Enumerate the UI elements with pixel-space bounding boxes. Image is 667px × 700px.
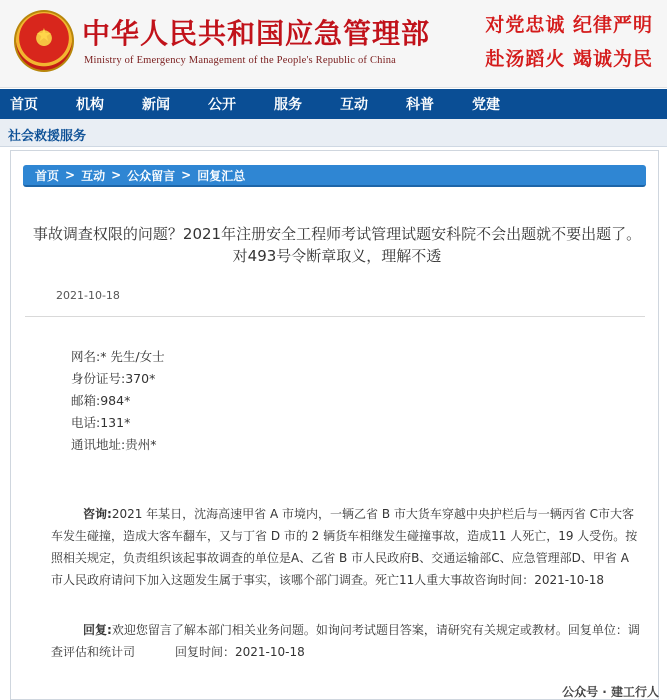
sub-nav-bar — [0, 119, 667, 147]
breadcrumb-separator: > — [181, 168, 192, 182]
site-title[interactable]: 中华人民共和国应急管理部 — [82, 17, 431, 50]
watermark: 公众号 · 建工行人 — [562, 685, 659, 699]
nav-item-public[interactable]: 公开 — [208, 97, 236, 113]
reply-label: 回复: — [83, 623, 112, 637]
slogan-line-1: 对党忠诚 纪律严明 — [485, 14, 653, 36]
field-phone: 电话:131* — [71, 415, 131, 430]
national-emblem-icon — [14, 10, 74, 72]
sub-nav-rescue-service[interactable]: 社会救援服务 — [8, 129, 87, 144]
site-header — [0, 0, 667, 88]
nav-item-home[interactable]: 首页 — [10, 97, 38, 113]
nav-item-interaction[interactable]: 互动 — [340, 97, 368, 113]
breadcrumb-reply-summary[interactable]: 回复汇总 — [197, 168, 246, 183]
breadcrumb-home[interactable]: 首页 — [35, 168, 60, 183]
nav-item-science[interactable]: 科普 — [406, 97, 434, 113]
consult-text: 2021 年某日，沈海高速甲省 A 市境内，一辆乙省 B 市大货车穿越中央护栏后与一辆丙省 C市大客车发生碰撞，造成大客车翻车，又与丁省 D 市的 2 辆货车相继发生碰撞事故，造成11 人死亡，19 人受伤。按照相关规定，负责组织该起事故调查的单位是A、乙省 B 市人民政府B、交通运输部C、应急管理部D、甲省 A 市人民政府请问下加入这题发生属于事实，该哪个部门调查。死亡11人重大事故咨询时间：2021-10-18 — [51, 507, 638, 587]
reply-text: 欢迎您留言了解本部门相关业务问题。如询问考试题目答案，请研究有关规定或教材。回复单位：调查评估和统计司 — [51, 623, 640, 659]
nav-item-party[interactable]: 党建 — [472, 97, 500, 113]
main-nav — [0, 89, 667, 119]
consult-label: 咨询: — [83, 507, 112, 521]
message-date: 2021-10-18 — [56, 289, 120, 302]
slogan-line-2: 赴汤蹈火 竭诚为民 — [485, 48, 653, 70]
field-id-number: 身份证号:370* — [71, 371, 156, 386]
breadcrumb-public-messages[interactable]: 公众留言 — [127, 168, 176, 183]
breadcrumb-separator: > — [65, 168, 76, 182]
consult-section — [51, 503, 643, 591]
field-address: 通讯地址:贵州* — [71, 437, 157, 452]
nav-item-organization[interactable]: 机构 — [76, 97, 104, 113]
field-email: 邮箱:984* — [71, 393, 131, 408]
reply-section — [51, 619, 643, 663]
nav-item-service[interactable]: 服务 — [274, 97, 302, 113]
message-title: 事故调查权限的问题？2021年注册安全工程师考试管理试题安科院不会出题就不要出题了。对493号令断章取义，理解不透 — [32, 225, 642, 265]
nav-item-news[interactable]: 新闻 — [142, 97, 170, 113]
message-panel — [10, 150, 659, 700]
field-nickname: 网名:* 先生/女士 — [71, 349, 165, 364]
sender-info — [71, 346, 165, 456]
divider — [25, 316, 645, 317]
breadcrumb — [23, 165, 646, 187]
reply-time: 回复时间：2021-10-18 — [175, 645, 305, 659]
site-title-english: Ministry of Emergency Management of the People's Republic of China — [84, 55, 397, 66]
breadcrumb-separator: > — [111, 168, 122, 182]
breadcrumb-interaction[interactable]: 互动 — [81, 168, 106, 183]
